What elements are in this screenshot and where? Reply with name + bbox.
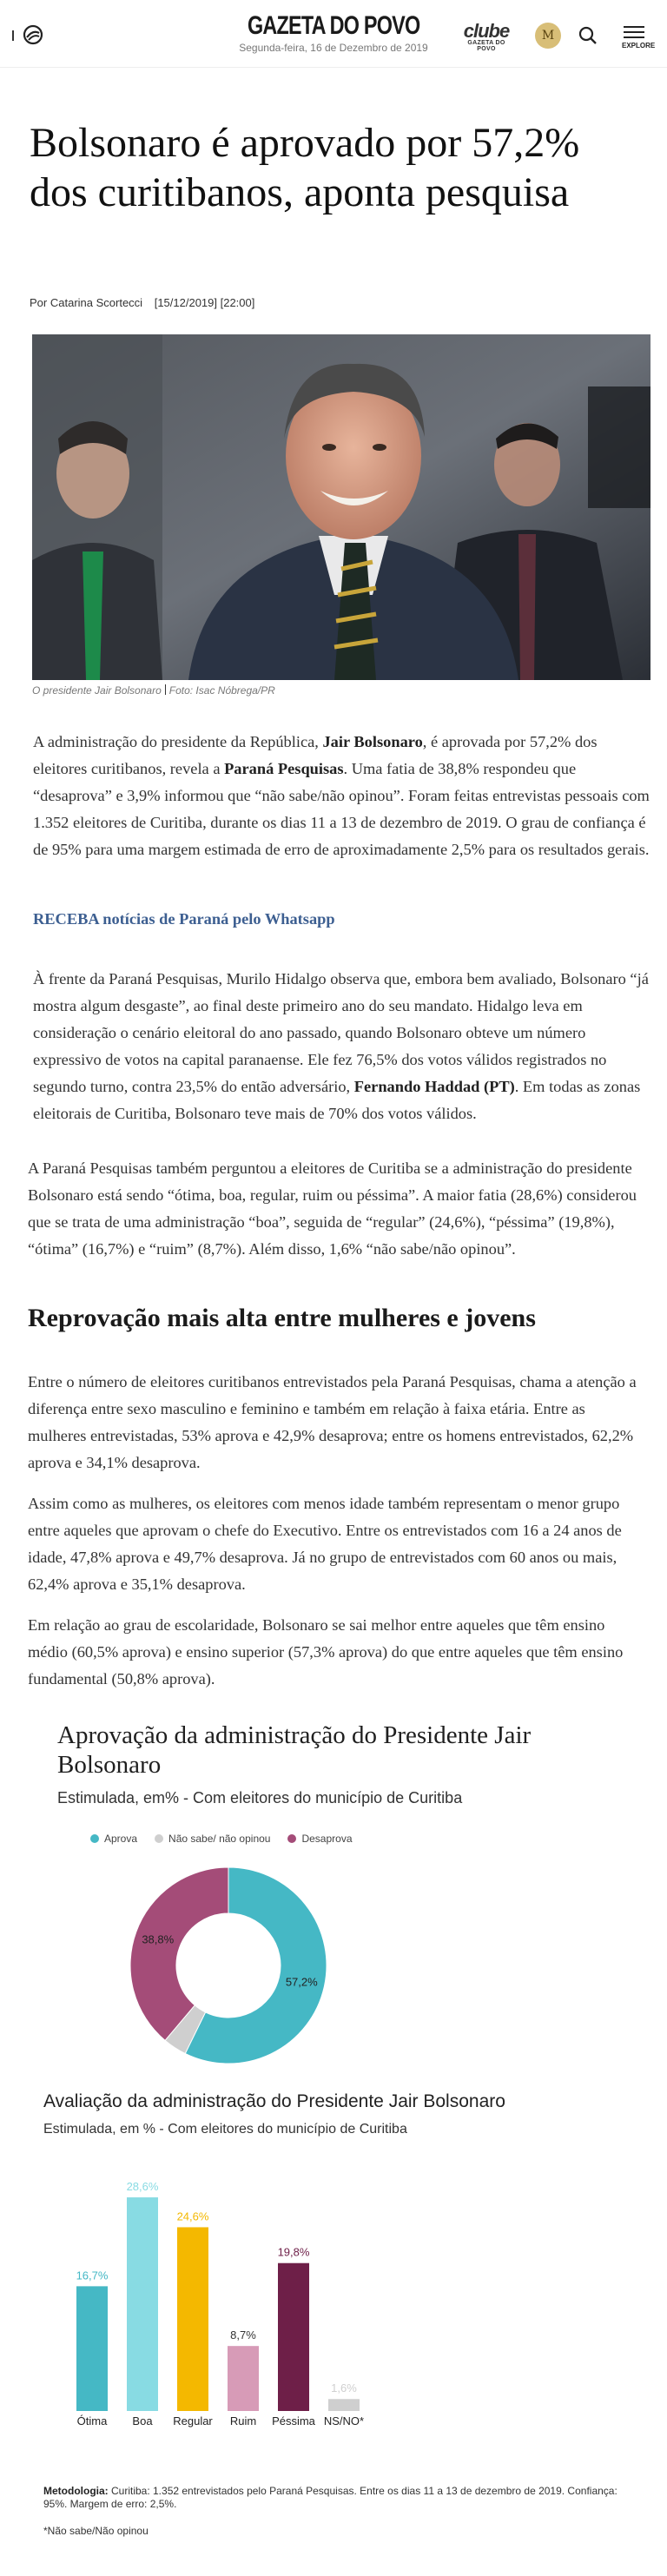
photo-caption-text: O presidente Jair Bolsonaro [32,684,162,697]
bar-category-label: Ótima [76,2414,108,2427]
photo-credit: Foto: Isac Nóbrega/PR [168,684,275,697]
caption-divider [165,684,166,695]
brand-name[interactable]: GAZETA DO POVO [247,11,420,40]
chart1-title: Aprovação da administração do Presidente Jair Bolsonaro [57,1721,532,1779]
donut-data-label: 38,8% [142,1932,175,1946]
publish-datetime: [15/12/2019] [22:00] [154,296,255,309]
whatsapp-link[interactable]: RECEBA notícias de Paraná pelo Whatsapp [33,910,335,928]
bar-data-label: 19,8% [277,2245,310,2259]
bar-data-label: 16,7% [76,2269,109,2282]
bar-category-label: Péssima [272,2414,315,2427]
bar-6[interactable] [328,2399,360,2411]
bar-category-label: Regular [173,2414,213,2427]
bar-5[interactable] [278,2263,309,2411]
paragraph-6: Em relação ao grau de escolaridade, Bolsonaro se sai melhor entre aqueles que têm ensino médio (60,5% aprova) e ensino superior (57,3% aprova) do que entre aqueles que têm ensino fundamental (50,8% aprova). [28,1616,624,1688]
p1-text: . Uma fatia de 38,8% respondeu que “desaprova” e 3,9% informou que “não sabe/não opinou”. Foram feitas entrevistas pessoais com 1.352 eleitores de Curitiba, durante os dias 11 a 13 de dezembro de 2019. O grau de confiança é de 95% para uma margem estimada de erro de aproximadamente 2,5% para os resultados gerais. [33,760,650,858]
bar-2[interactable] [127,2197,158,2411]
paragraph-5: Assim como as mulheres, os eleitores com menos idade também representam o menor grupo entre aqueles que aprovam o chefe do Executivo. Entre os entrevistados com 16 a 24 anos de idade, 47,8% aprova e 49,7% desaprova. Já no grupo de entrevistados com 60 anos ou mais, 62,4% aprova e 35,1% desaprova. [28,1495,622,1593]
bar-1[interactable] [76,2286,108,2411]
donut-slice-3[interactable] [130,1867,228,2040]
photo-caption [32,684,275,697]
methodology-note [43,2485,643,2511]
site-header [0,0,667,68]
p2-bold-haddad: Fernando Haddad (PT) [353,1078,515,1095]
p1-text: , é aprovada por 57,2% dos eleitores curitibanos, revela a [33,733,598,777]
bar-category-label: Ruim [229,2414,257,2427]
section-subhead: Reprovação mais alta entre mulheres e jovens [28,1304,536,1332]
methodology-text: Curitiba: 1.352 entrevistados pelo Paraná Pesquisas. Entre os dias 11 a 13 de dezembro de 2019. Confiança: 95%. Margem de erro: 2,5%. [43,2485,617,2510]
user-avatar[interactable]: M [535,23,561,49]
evaluation-bar-chart [52,2171,417,2449]
byline-prefix: Por [30,296,48,309]
bar-data-label: 8,7% [230,2328,256,2342]
byline [30,296,254,309]
hamburger-line [624,36,644,38]
article-headline: Bolsonaro é aprovado por 57,2% dos curitibanos, aponta pesquisa [30,120,580,215]
legend-label: Desaprova [301,1833,353,1845]
legend-item-desaprova[interactable] [287,1833,352,1845]
clube-logo-text: clube [463,20,510,42]
explore-menu-button[interactable] [622,26,656,50]
paragraph-1 [33,729,651,863]
legend-dot [155,1834,163,1843]
legend-label: Aprova [104,1833,138,1845]
clube-logo[interactable] [459,20,514,52]
approval-donut-chart [129,1866,328,2065]
bar-category-label: Boa [132,2414,153,2427]
legend-item-aprova[interactable] [90,1833,137,1845]
legend-dot [90,1834,99,1843]
photo-illustration [32,334,650,680]
bar-data-label: 24,6% [176,2209,209,2223]
p2-text: . Em todas as zonas eleitorais de Curitiba, Bolsonaro teve mais de 70% dos votos válidos. [33,1078,641,1122]
chart-footnote: *Não sabe/Não opinou [43,2525,149,2537]
chart2-subtitle: Estimulada, em % - Com eleitores do município de Curitiba [43,2122,407,2137]
paragraph-4: Entre o número de eleitores curitibanos entrevistados pela Paraná Pesquisas, chama a atenção a diferença entre sexo masculino e feminino e também em relação à faixa etária. Entre as mulheres entrevistadas, 53% aprova e 42,9% desaprova; entre os homens entrevistados, 62,2% aprova e 34,1% desaprova. [28,1373,637,1471]
legend-dot [287,1834,296,1843]
bar-3[interactable] [177,2227,208,2411]
article-photo [32,334,650,680]
legend-label: Não sabe/ não opinou [168,1833,271,1845]
p1-bold-bolsonaro: Jair Bolsonaro [322,733,423,750]
bar-data-label: 1,6% [331,2381,357,2395]
bar-4[interactable] [228,2346,259,2411]
paragraph-2 [33,966,651,1127]
search-icon[interactable] [578,26,598,45]
p1-text: A administração do presidente da República, [33,733,323,750]
chart1-legend [90,1833,353,1845]
bar-category-label: NS/NO* [323,2414,365,2427]
brand[interactable] [0,12,667,54]
chart1-subtitle: Estimulada, em% - Com eleitores do município de Curitiba [57,1789,463,1807]
p2-text: À frente da Paraná Pesquisas, Murilo Hidalgo observa que, embora bem avaliado, Bolsonaro “já mostra algum desgaste”, ao final deste primeiro ano do seu mandato. Hidalgo leva em consideração o cenário eleitoral do ano passado, quando Bolsonaro obteve um número expressivo de votos na capital paranaense. Ele fez 76,5% dos votos válidos registrados no segundo turno, contra 23,5% do então adversário, [33,970,649,1095]
hamburger-icon [624,26,644,28]
methodology-label: Metodologia: [43,2485,109,2497]
explore-label: EXPLORE [622,42,656,50]
chart2-title: Avaliação da administração do Presidente Jair Bolsonaro [43,2091,505,2111]
header-date: Segunda-feira, 16 de Dezembro de 2019 [239,42,428,54]
paragraph-3: A Paraná Pesquisas também perguntou a eleitores de Curitiba se a administração do presidente Bolsonaro está sendo “ótima, boa, regular, ruim ou péssima”. A maior fatia (28,6%) considerou que se trata de uma administração “boa”, seguida de “regular” (24,6%), “péssima” (19,8%), “ótima” (16,7%) e “ruim” (8,7%). Além disso, 1,6% “não sabe/não opinou”. [28,1159,637,1258]
hamburger-line [624,31,644,33]
p1-bold-parana-pesquisas: Paraná Pesquisas [224,760,344,777]
author-name[interactable]: Catarina Scortecci [50,296,143,309]
bar-data-label: 28,6% [126,2180,159,2194]
donut-data-label: 57,2% [285,1975,318,1989]
legend-item-nao-sabe[interactable] [155,1833,270,1845]
clube-logo-subtext: GAZETA DO POVO [467,40,505,52]
